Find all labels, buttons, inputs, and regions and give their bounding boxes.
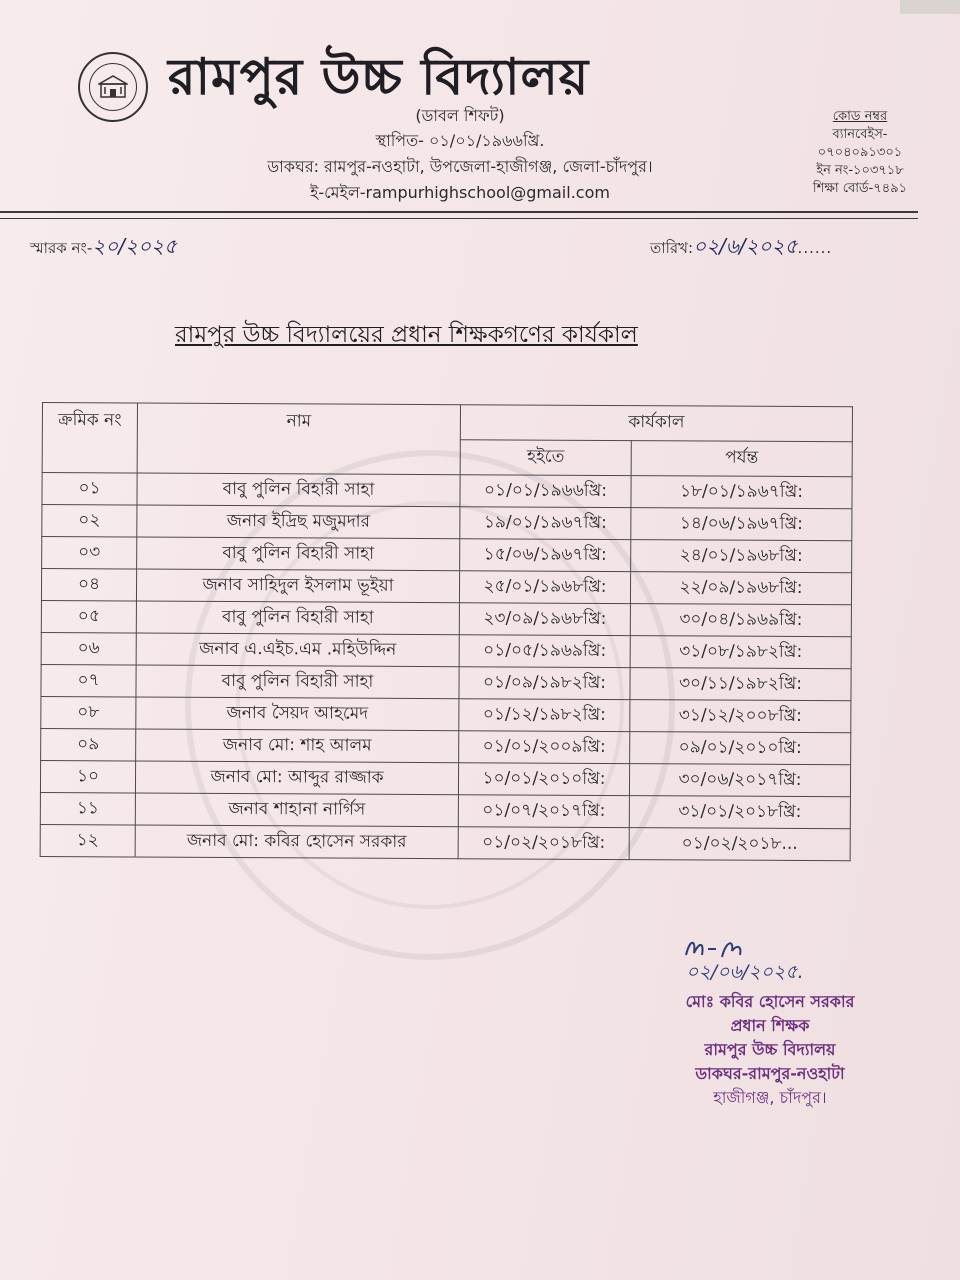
cell-name: বাবু পুলিন বিহারী সাহা bbox=[137, 537, 460, 571]
postal-address: ডাকঘর: রামপুর-নওহাটা, উপজেলা-হাজীগঞ্জ, জেলা-চাঁদপুর। bbox=[267, 157, 653, 176]
table-row bbox=[41, 600, 851, 636]
email-address: ই-মেইল-rampurhighschool@gmail.com bbox=[310, 183, 610, 202]
stamp-district: হাজীগঞ্জ, চাঁদপুর। bbox=[713, 1088, 827, 1107]
cell-to: ৩০/০৬/২০১৭খ্রি: bbox=[629, 764, 850, 797]
background-surface bbox=[900, 0, 960, 14]
cell-name: জনাব মো: আব্দুর রাজ্জাক bbox=[135, 761, 458, 795]
cell-name: জনাব শাহানা নার্গিস bbox=[135, 793, 458, 827]
table-row bbox=[41, 569, 851, 605]
ein-number: ইন নং-১০৩৭১৮ bbox=[816, 163, 904, 178]
cell-from: ১৯/০১/১৯৬৭খ্রি: bbox=[460, 507, 631, 540]
cell-sl: ০৬ bbox=[41, 632, 136, 664]
cell-from: ০১/০৭/২০১৭খ্রি: bbox=[458, 795, 629, 828]
table-row bbox=[42, 505, 852, 541]
cell-to: ৩১/১২/২০০৮খ্রি: bbox=[630, 700, 851, 733]
cell-sl: ০৫ bbox=[41, 600, 136, 632]
col-header-sl: ক্রমিক নং bbox=[42, 403, 137, 473]
cell-sl: ০২ bbox=[42, 505, 137, 537]
cell-to: ০১/০২/২০১৮... bbox=[629, 828, 850, 861]
cell-from: ০১/০৯/১৯৮২খ্রি: bbox=[459, 667, 630, 700]
shift-label: (ডাবল শিফট) bbox=[415, 106, 505, 125]
cell-sl: ০৩ bbox=[42, 537, 137, 569]
cell-to: ৩১/০১/২০১৮খ্রি: bbox=[629, 796, 850, 829]
code-title: কোড নম্বর bbox=[832, 109, 888, 124]
document-title: রামপুর উচ্চ বিদ্যালয়ের প্রধান শিক্ষকগণের কার্যকাল bbox=[175, 322, 638, 348]
cell-from: ০১/১২/১৯৮২খ্রি: bbox=[459, 699, 630, 732]
cell-to: ৩০/০৪/১৯৬৯খ্রি: bbox=[630, 604, 851, 637]
stamp-title: প্রধান শিক্ষক bbox=[730, 1016, 810, 1035]
cell-name: বাবু পুলিন বিহারী সাহা bbox=[136, 665, 459, 699]
date-label: তারিখ: bbox=[650, 239, 694, 257]
cell-sl: ০১ bbox=[42, 473, 137, 505]
cell-name: জনাব মো: শাহ আলম bbox=[136, 729, 459, 763]
cell-to: ১৮/০১/১৯৬৭খ্রি: bbox=[631, 476, 852, 509]
code-numbers bbox=[790, 108, 930, 198]
table-row bbox=[42, 537, 852, 573]
school-seal-logo bbox=[78, 52, 148, 122]
table-row bbox=[40, 760, 850, 796]
stamp-school: রামপুর উচ্চ বিদ্যালয় bbox=[704, 1040, 836, 1059]
cell-from: ২৩/০৯/১৯৬৮খ্রি: bbox=[459, 603, 630, 636]
cell-from: ০১/০৫/১৯৬৯খ্রি: bbox=[459, 635, 630, 668]
table-row bbox=[42, 473, 852, 509]
cell-to: ২২/০৯/১৯৬৮খ্রি: bbox=[630, 572, 851, 605]
cell-to: ১৪/০৬/১৯৬৭খ্রি: bbox=[631, 508, 852, 541]
cell-name: বাবু পুলিন বিহারী সাহা bbox=[137, 473, 460, 507]
table-row bbox=[40, 792, 850, 828]
header-divider-thin bbox=[0, 218, 918, 219]
board-code: শিক্ষা বোর্ড-৭৪৯১ bbox=[812, 181, 908, 196]
cell-from: ১৫/০৬/১৯৬৭খ্রি: bbox=[460, 539, 631, 572]
school-name: রামপুর উচ্চ বিদ্যালয় bbox=[168, 48, 590, 106]
stamp-post: ডাকঘর-রামপুর-নওহাটা bbox=[695, 1064, 845, 1083]
cell-name: জনাব সৈয়দ আহমেদ bbox=[136, 697, 459, 731]
cell-from: ০১/০১/১৯৬৬খ্রি: bbox=[460, 475, 631, 508]
cell-to: ০৯/০১/২০১০খ্রি: bbox=[630, 732, 851, 765]
cell-sl: ০৮ bbox=[41, 696, 136, 728]
table-row bbox=[41, 632, 851, 668]
cell-name: জনাব সাহিদুল ইসলাম ভূইয়া bbox=[136, 569, 459, 603]
letter-date bbox=[650, 232, 832, 265]
memo-number bbox=[30, 232, 177, 265]
header-divider bbox=[0, 211, 918, 213]
cell-sl: ১০ bbox=[40, 760, 135, 792]
cell-from: ১০/০১/২০১০খ্রি: bbox=[458, 763, 629, 796]
cell-name: জনাব মো: কবির হোসেন সরকার bbox=[135, 825, 458, 859]
table-row bbox=[41, 696, 851, 732]
cell-from: ০১/০১/২০০৯খ্রি: bbox=[459, 731, 630, 764]
col-header-name: নাম bbox=[137, 403, 460, 475]
stamp-name: মোঃ কবির হোসেন সরকার bbox=[685, 992, 855, 1011]
cell-to: ২৪/০১/১৯৬৮খ্রি: bbox=[631, 540, 852, 573]
memo-label: স্মারক নং- bbox=[30, 239, 93, 257]
cell-sl: ০৪ bbox=[41, 569, 136, 601]
col-header-to: পর্যন্ত bbox=[631, 441, 852, 477]
memo-value: ২০/২০২৫ bbox=[92, 234, 178, 258]
table-row bbox=[41, 664, 851, 700]
date-dots: ...... bbox=[797, 239, 833, 257]
headmaster-stamp bbox=[640, 990, 900, 1110]
signature-date: ০২/০৬/২০২৫. bbox=[686, 961, 804, 983]
cell-name: বাবু পুলিন বিহারী সাহা bbox=[136, 601, 459, 635]
banbeis-value: ০৭০৪০৯১৩০১ bbox=[817, 145, 903, 160]
table-row bbox=[40, 824, 850, 860]
school-building-icon bbox=[98, 74, 128, 100]
cell-from: ০১/০২/২০১৮খ্রি: bbox=[458, 827, 629, 860]
cell-sl: ০৭ bbox=[41, 664, 136, 696]
cell-sl: ১১ bbox=[40, 792, 135, 824]
cell-to: ৩১/০৮/১৯৮২খ্রি: bbox=[630, 636, 851, 669]
date-value: ০২/৬/২০২৫ bbox=[693, 234, 798, 258]
table-row bbox=[41, 728, 851, 764]
tenure-table-wrapper bbox=[40, 402, 853, 861]
tenure-table bbox=[40, 402, 853, 861]
cell-name: জনাব ইদ্রিছ মজুমদার bbox=[137, 505, 460, 539]
banbeis-label: ব্যানবেইস- bbox=[832, 127, 888, 142]
cell-to: ৩০/১১/১৯৮২খ্রি: bbox=[630, 668, 851, 701]
cell-sl: ১২ bbox=[40, 824, 135, 856]
col-header-tenure: কার্যকাল bbox=[460, 405, 852, 442]
col-header-from: হইতে bbox=[460, 440, 631, 476]
cell-from: ২৫/০১/১৯৬৮খ্রি: bbox=[459, 571, 630, 604]
established-date: স্থাপিত- ০১/০১/১৯৬৬খ্রি. bbox=[375, 131, 545, 150]
cell-name: জনাব এ.এইচ.এম .মহিউদ্দিন bbox=[136, 633, 459, 667]
cell-sl: ০৯ bbox=[41, 728, 136, 760]
